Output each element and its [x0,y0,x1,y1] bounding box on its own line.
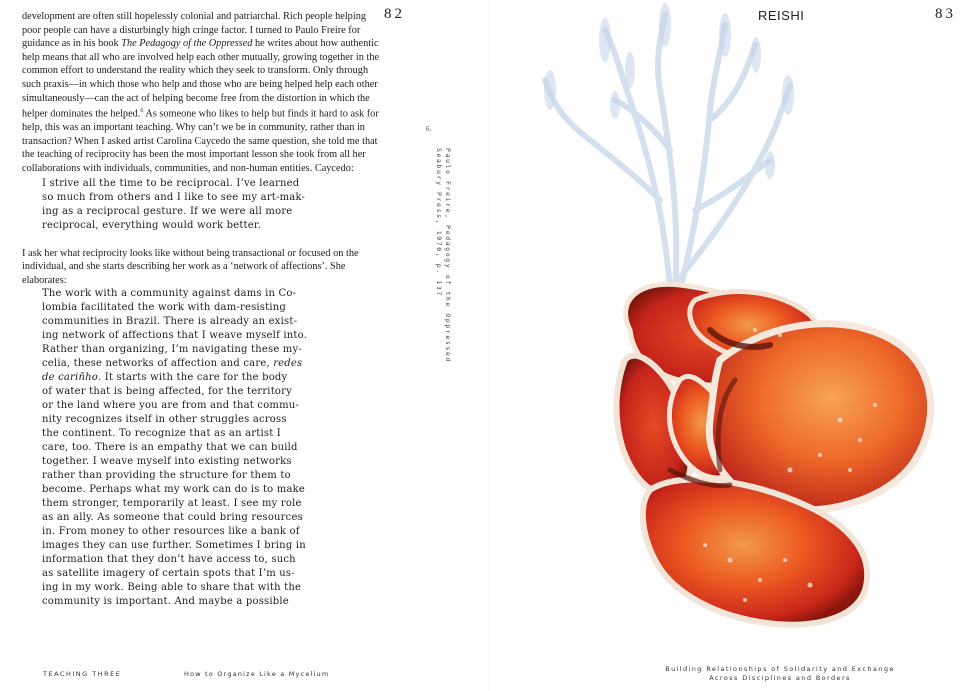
quote-2-line: together. I weave myself into existing networks [42,456,292,468]
quote-2-line: become. Perhaps what my work can do is to make [42,484,305,496]
quote-2-line: community is important. And maybe a possible [42,596,289,608]
page-number-left: 82 [384,6,405,22]
quote-2-line: ing in my work. Being able to share that with the [42,582,302,594]
page-number-right: 83 [935,6,956,22]
footer-section-label: TEACHING THREE [43,670,122,678]
quote-2 [22,287,380,609]
paragraph-1-text-a: turned to Paulo Freire for guidance as in his book [22,24,361,50]
quote-2-line: nity recognizes itself in other struggles across [42,414,287,426]
quote-1 [22,177,380,233]
book-title: The Pedagogy of the Oppressed [121,38,253,50]
reishi-mushroom-illustration [520,0,960,640]
quote-1-line: ing as a reciprocal gesture. If we were all more [42,205,293,217]
paragraph-2: I ask her what reciprocity looks like without being transactional or focused on the individual, and she starts describing her work as a ‘network of affections’. She elaborates: [22,247,359,286]
quote-2-line: care, too. There is an empathy that we can build [42,442,298,454]
running-title: REISHI [758,8,805,23]
paragraph-1-text-c: As someone who likes to help but finds it hard to ask for help, this was an important teaching. Why can’t we be in community, rather than in transaction? When I asked artist Carolina Caycedo the same question, she told me that the teaching of reciprocity has been the most important lesson she took from all her collaborations with individuals, communities, and non-human entities. Caycedo: [22,108,379,174]
quote-2-line: communities in Brazil. There is already an exist- [42,316,298,328]
footnote-line: Seabury Press, 1970, p. 137 [435,148,443,297]
footer-chapter-title: How to Organize Like a Mycelium [184,670,330,678]
quote-2-line: rather than providing the structure for them to [42,470,291,482]
quote-2-line: lombia facilitated the work with dam-resisting [42,302,286,314]
reishi-illustration-svg [520,0,960,640]
body-text [22,10,380,609]
quote-2-line: information that they don’t have access to, such [42,554,296,566]
quote-2-line: of water that is being affected, for the territory [42,386,292,398]
quote-2-line: them stronger, temporarily at least. I see my role [42,498,302,510]
footer-right-line: Across Disciplines and Borders [709,673,851,682]
footnote-reference: 6 [140,108,144,115]
quote-2-text: celia, these networks of affection and care, [42,358,274,370]
footnote-marker: 6. [426,125,432,133]
footer-right-line: Building Relationships of Solidarity and Exchange [665,665,895,673]
quote-2-italic: redes [273,358,303,370]
quote-1-line: so much from others and I like to see my art-mak- [42,191,306,203]
footnote-text [434,148,452,363]
quote-2-line: as an ally. As someone that could bring resources [42,512,303,524]
quote-1-line: I strive all the time to be reciprocal. I’ve learned [42,177,300,189]
footer-right-title [640,665,920,682]
quote-2-line: ing network of affections that I weave myself into. [42,330,308,342]
quote-2-line: The work with a community against dams in Co- [42,288,297,300]
quote-2-line: or the land where you are from and that commu- [42,400,300,412]
quote-2-line: the continent. To recognize that as an artist I [42,428,281,440]
paragraph-1 [22,10,380,176]
quote-1-line: reciprocal, everything would work better. [42,219,262,231]
quote-2-line: Rather than organizing, I’m navigating these my- [42,344,302,356]
quote-2-line: as satellite imagery of certain spots that I’m us- [42,568,295,580]
footnote-line: Paulo Freire, Pedagogy of the Oppressed [444,148,452,364]
quote-2-line [42,357,380,371]
quote-2-line [42,371,380,385]
quote-2-text: . It starts with the care for the body [97,372,288,384]
paragraph-1-text-b: he writes about how authentic help means that all who are involved help each other mutually, growing together in the common effort to understand the reality which they seek to transform. Only through such praxis—in which those who help and those who are being helped help each other simultaneously—can the act of helping become free from the distortion in which the helper dominates the helped. [22,38,380,120]
quote-2-italic: de cariñho [42,372,98,384]
paragraph-1-line-2: people helping poor people can have a disturbingly high cringe factor. I [22,11,366,36]
quote-2-line: in. From money to other resources like a bank of [42,526,300,538]
reishi-mushroom [617,284,931,624]
quote-2-line: images they can use further. Sometimes I bring in [42,540,306,552]
paragraph-1-line-1: development are often still hopelessly colonial and patriarchal. Rich [22,11,303,22]
